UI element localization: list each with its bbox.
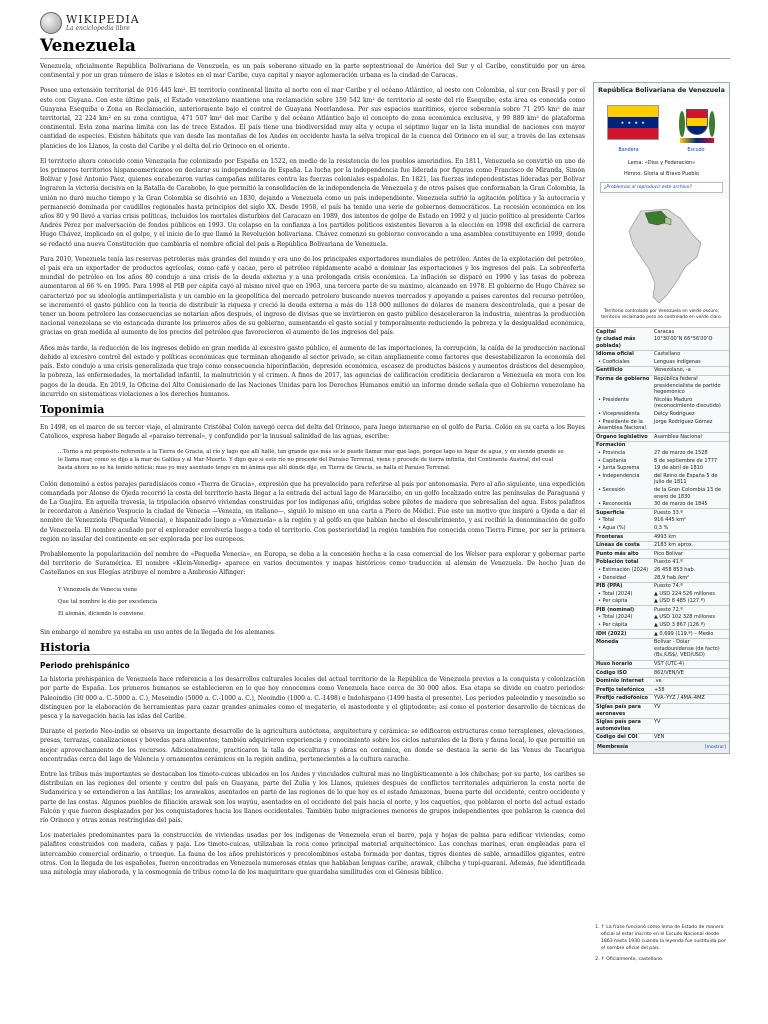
infobox-row-value[interactable]: Venezolano, -a [652,366,729,375]
south-america-map-icon [619,205,705,305]
infobox-row-value[interactable]: YV [652,718,729,733]
infobox-row-label: • Junta Suprema [598,465,640,472]
intro-paragraph-3: El territorio ahora conocido como Venezuela fue colonizado por España en 1522, en medio de la resistencia de los pueblos amerindios. En 1811, Venezuela se convirtió en uno de los primeros territorios hispanoamericanos en declarar su independencia de España. La lucha por la independencia fue liderada por figuras como Francisco de Miranda, Simón Bolívar y José Antonio Páez, quienes encabezaron varias campañas militares contra las fuerzas coloniales españolas. En 1821, las fuerzas independentistas lideradas por Bolívar lograron la victoria decisiva en la Batalla de Carabobo, lo que permitió la consolidación de la independencia de Venezuela y de otros países que conformaban la Gran Colombia, la unión no duró mucho tiempo y la Gran Colombia se disolvió en 1830, dejando a Venezuela como un país independiente. Venezuela sufrió la agitación política y la autocracia y permaneció dominada por caudillos regionales hasta principios del siglo XX. Desde 1958, el país ha tenido una serie de gobiernos democráticos. La recesión económica en los años 80 y 90 llevó a varias crisis políticas, incluidos los mortales disturbios del Caracazo en 1989, dos intentos de golpe de Estado en 1992 y el juicio político al presidente Carlos Andrés Pérez por malversación de fondos públicos en 1993. Un colapso en la confianza a los partidos políticos existentes llevaron a la elección en 1998 del excficial de carrera Hugo Chávez, implicado en el golpe, y el inicio de lo que llamó la Revolución bolivariana. Chávez comenzó su gobierno convocando a una asamblea constituyente en 1999, donde se redactó una nueva Constitución que cambiaría el nombre oficial del país a República Bolivariana de Venezuela. [40,157,585,248]
infobox-row [594,558,729,566]
infobox-row-label: Población total [594,558,652,566]
infobox-row-label: • Presidente [598,396,629,403]
infobox-row-value[interactable]: 28,9 hab./km² [654,574,690,581]
infobox-row-value[interactable]: Delcy Rodríguez [654,411,695,418]
wikipedia-globe-logo[interactable] [40,12,62,34]
infobox-row-value[interactable]: Caracas [652,328,729,336]
infobox-row [594,574,729,582]
infobox-row [594,465,729,473]
infobox-row [594,703,729,718]
intro-paragraph-5: Años más tarde, la reducción de los ingresos debido en gran medida al excesivo gasto público, el aumento de las importaciones, la corrupción, la caída de la producción nacional debido al excesivo control del estado y políticas económicas que terminan ahogando al sector privado, se citan ampliamente como factores que desestabilizaron la economía del país. Esto condujo a una crisis generalizada que trajo como consecuencia hiperinflación, depresión económica, escasez de productos básicos y aumentos drásticos del desempleo, la pobreza, las enfermedades, la mortalidad infantil, la malnutrición y el crimen. A fines de 2017, las agencias de calificación crediticia declararon a Venezuela en mora con los pagos de la deuda. En 2019, la Oficina del Alto Comisionado de las Naciones Unidas para los Derechos Humanos emitió un informe donde señala que el Gobierno venezolano ha incurrido en sistemáticas violaciones a los derechos humanos. [40,344,585,398]
infobox-row-label: Forma de gobierno [594,375,652,396]
location-map[interactable] [594,199,729,307]
audio-help-link[interactable]: ¿Problemas al reproducir este archivo? [600,182,723,193]
infobox-row-value[interactable]: 8 de septiembre de 1777 [654,457,718,464]
infobox-row [594,336,729,351]
toponimia-paragraph-1: En 1498, en el marco de su tercer viaje, el almirante Cristóbal Colón navegó cerca del delta del Orinoco, para luego internarse en el golfo de Paria. Colón en su carta a los Reyes Católicos, expresa haber llegado al «paraíso terrenal», y confundido por la inusual salinidad de las aguas, escribe: [40,424,585,441]
infobox-anthem[interactable]: Himno: Gloria al Bravo Pueblo [594,169,729,180]
infobox-row [594,366,729,375]
toponimia-paragraph-4: Sin embargo el nombre ya estaba en uso antes de la llegada de los alemanes. [40,628,276,636]
infobox-data-table [594,327,729,741]
historia-paragraph-3: Entre las tribus más importantes se destacaban los timoto-cuicas ubicados en los Andes y vinculados cultural mas no lingüísticamente a los chibchas; por su parte, los caribes se distribuían en las regiones del oriente y centro del país en Guayana, parte del Zulia y los Llanos, quienes después de conflictos territoriales adquirieron la costa norte de Sudamérica y se extendieron a las Antillas; los arawakos, asentados en parte de las regiones de lo que hoy es el estado Amazonas, buena parte del occidente, centro occidente y parte de las costas. Algunos pueblos de filiación arawak son los wayúu, asentados en el occidente del país hacia el norte, y los caquetíos, que poblaron el norte del actual estado Falcón y que fueron desplazados por los conquistadores hacia los llanos occidentales. También hubo migraciones menores de grupos independientes que poblaron la cuenca del río Orinoco y otras zonas restringidas del país. [40,770,585,824]
infobox-row-label: Órgano legislativo [594,433,652,442]
infobox-row-label: • Total (2024) [598,590,633,597]
infobox-row-label: Superficie [594,509,652,517]
section-heading-historia: Historia [40,643,585,655]
infobox-row-label: • Cooficiales [598,358,630,365]
infobox-row-label: Código ISO [594,669,652,678]
infobox-row-value[interactable]: 10°30′00″N 66°56′00″O [654,336,713,343]
infobox-row-value[interactable]: YVA–YYZ / 4MA–4MZ [652,694,729,703]
infobox-row [594,328,729,336]
title-divider [40,58,730,59]
infobox-row [594,566,729,574]
infobox-row-value[interactable]: +58 [652,686,729,695]
infobox-row [594,441,729,449]
infobox-row [594,606,729,614]
infobox-row-value[interactable]: 26 458 853 hab. [654,566,696,573]
infobox-row-value[interactable]: ▲ 0,699 (119.º) – Medio [652,630,729,639]
infobox-row [594,433,729,442]
infobox-row-value[interactable]: 862/VEN/VE [652,669,729,678]
infobox-row [594,411,729,419]
infobox-row-label: (y ciudad más poblada) [596,336,636,349]
historia-paragraph-4: Los materiales predominantes para la construcción de viviendas usadas por los indígenas de Venezuela eran el barro, paja y hojas de palma para edificar viviendas, como palafitos construidos con madera, cañas y paja. Los timoto-cuicas, utilizaban la roca como principal material arquitectónico. Las conchas marinas, eran empleadas para el intercambio comercial ordinario, o trueque. La fauna de los años prehistóricos y precolombinos estaba formada por dantas, tigres dientes de sable, armadillos gigantes, entre otros. Con la llegada de los españoles, fueron encontradas en Venezuela numerosas etnias que hablaban lenguas caribe, arawak, chibcha y tupí-guaraní. Además, fue identificada una mitología muy elaborada, y la cosmogonía de tribus como la de los maquiritare que guardaba similitudes con el Génesis bíblico. [40,832,585,877]
infobox-row [594,472,729,486]
infobox-row [594,582,729,590]
infobox-row-value[interactable]: Asamblea Nacional [652,433,729,442]
infobox-row-label: Huso horario [594,660,652,669]
infobox-row-value[interactable]: Puesto 33.º [652,509,729,517]
poem-line: El alemán, diciendo le conviene. [58,610,145,617]
infobox [593,82,730,754]
infobox-row-label: Capital [594,328,652,336]
infobox-row-value[interactable]: de la Gran Colombia 13 de enero de 1830 [654,486,721,500]
colon-quote: ...Torno a mi propósito referente a la Tierra de Gracia, al río y lago que allí hallé, tan grande que más se le puede llamar mar que lago, porque lago es lugar de agua, y en siendo grande se le llama mar, como se dijo a la mar de Galilea y al Mar Muerto. Y digo que si este río no procede del Paraíso Terrenal, viene y procede de tierra infinita, del Continente Austral, del cual hasta ahora no se ha tenido noticia; mas yo muy asentado tengo en mi ánima que allí donde dije, en Tierra de Gracia, se halla el Paraíso Terrenal. [58,448,564,471]
infobox-row-label: • Secesión [598,486,625,493]
coat-of-arms-image[interactable] [678,105,716,145]
poem-line: Que tal nombre le dio por excelencia [58,598,158,605]
infobox-row-label: Prefijo radiofónico [594,694,652,703]
footnote-item: 1. ↑ La frase funcionó como lema de Estado de manera oficial al estar inscrito en el Escudo Nacional desde 1863 hasta 1930 cuando la leyenda fue sustituida por el nombre oficial del país. [601,924,730,952]
infobox-row [594,396,729,410]
infobox-row [594,550,729,559]
toponimia-paragraph-3: Probablemente la popularización del nombre de «Pequeña Venecia», en Europa, se deba a la concesión hecha a la casa comercial de los Welser para explorar y gobernar parte del territorio de Suramérica. El nombre «Klein-Venedig» aparece en varios documentos y mapas históricos como traducción al alemán de Venezuela. De hecho Juan de Castellanos en sus Elegías atribuye el nombre a Ambrosio Alfinger: [40,550,585,577]
membership-label: Membresía [597,744,629,751]
wordmark-title: WIKIPEDIA [66,13,140,26]
infobox-row [594,686,729,695]
coat-caption-link[interactable]: Escudo [687,148,705,153]
infobox-row [594,509,729,517]
infobox-symbols [594,99,729,147]
infobox-row-value[interactable]: VEN [652,733,729,741]
infobox-row-value[interactable]: 27 de marzo de 1528 [654,450,708,456]
infobox-row-value[interactable]: YV [652,703,729,718]
infobox-row [594,375,729,396]
infobox-motto: Lema: «Dios y Federación» [594,158,729,169]
infobox-row [594,669,729,678]
infobox-row-value[interactable]: Bolívar · Dólar estadounidense (de facto) (Bs./US$/, VED/USD) [652,638,729,660]
infobox-title: República Bolivariana de Venezuela [594,83,729,99]
infobox-row-label: Siglas país para automóviles [594,718,652,733]
infobox-row [594,457,729,465]
infobox-row-value[interactable]: .ve [652,677,729,686]
infobox-row-label: • Presidente de la Asamblea Nacional [598,418,646,432]
infobox-row-value[interactable]: del Reino de España 5 de julio de 1811 [654,472,718,486]
elegias-poem [58,584,567,620]
article-body [40,62,585,883]
subsection-heading-prehispanico: Periodo prehispánico [40,660,130,670]
infobox-row [594,638,729,660]
infobox-row [594,350,729,358]
infobox-row [594,418,729,433]
infobox-row-value[interactable]: Nicolás Maduro (reconocimiento discutido) [654,396,721,410]
infobox-row [594,524,729,532]
infobox-row [594,541,729,550]
footnote-item: 2. ↑ Oficialmente, castellano. [601,956,730,963]
intro-paragraph-4: Para 2010, Venezuela tenía las reservas petroleras más grandes del mundo y era uno de los principales exportadores mundiales de petróleo. Antes de la explotación del petróleo, el país era un exportador de productos agrícolas, como café y cacao, pero el petróleo rápidamente acabó a dominar las exportaciones y los ingresos del país. La sobreoferta mundial de petróleo en los años 80 condujo a una crisis de la deuda externa y a una prolongada crisis económica. La inflación se disparó en 1996 y las tasas de pobreza aumentaron al 66 % en 1995. Para 1998 el PIB per cápita cayó al mismo nivel que en 1963, una tercera parte de su máximo, alcanzado en 1978. El gobierno de Hugo Chávez se caracterizó por su ideología antiimperialista y un cambio en la geopolítica del mercado petrolero buscando nuevos mercados y apoyando a países carentes del recurso petróleo, se incrementó el gasto público con la teoría de distribuir la riqueza y creció la deuda externa a más de 118 000 millones de dólares de manera descontrolada, que a pesar de tener un boom petrolero las consecuencias se notarían años después, el ingreso de divisas que se invirtieron en gasto público desaceleraron la industria, mientras la producción nacional venezolana se vio estancada durante los primeros años de su gobierno, aumentando el gasto social y temporalmente reduciendo la pobreza y la desigualdad económica, gracias en gran medida al aumento de los precios del petróleo que favorecieron el aumento de los ingresos del país. [40,255,585,337]
infobox-row-value[interactable]: ▲ USD 224 526 millones [654,590,715,597]
infobox-row-label: Prefijo telefónico [594,686,652,695]
infobox-row-value[interactable]: Pico Bolívar [652,550,729,559]
membership-toggle-button[interactable]: [mostrar] [704,745,726,751]
infobox-row-label: Código del COI [594,733,652,741]
infobox-row-label: Gentilicio [594,366,652,375]
poem-line: Y Venezuela de Venecia viene [58,586,138,593]
infobox-row-label: Fronteras [594,533,652,542]
infobox-row-value[interactable]: Puesto 72.º [652,606,729,614]
infobox-row-label: • Agua (%) [598,524,626,531]
map-caption: Territorio controlado por Venezuela en verde oscuro; territorio reclamado pero no controlado en verde claro. [594,307,729,327]
infobox-row-label: IDH (2022) [594,630,652,639]
infobox-row-value[interactable]: ▲ USD 3 867 (126.º) [654,622,706,629]
infobox-row-value[interactable] [652,441,729,449]
infobox-row-value[interactable]: Puesto 41.º [652,558,729,566]
infobox-row [594,622,729,630]
infobox-row-label: • Per cápita [598,598,628,605]
infobox-row [594,630,729,639]
historia-paragraph-2: Durante el periodo Neo-indio se observa un importante desarrollo de la agricultura autóctona, arquitectura y cerámica: se edificaron estructuras como terraplenes, elevaciones, presas, terrazas, canalizaciones y bóvedas para alimentos; también adquirieron experiencia y conocimiento sobre los ciclos naturales de la flora y fauna local, lo que permitió un mejor aprovechamiento de los recursos. Adicionalmente, practicaron la talla de esculturas y obras en cerámica, en donde se destaca la serie de las Venus de Tacarigua encontradas cerca del lago de Valencia y ornamentos cerámicos en la región andina, pertenecientes a la cultura carache. [40,728,585,763]
infobox-row-label: Idioma oficial [594,350,652,358]
infobox-row-label: • Vicepresidenta [598,411,640,418]
flag-caption-link[interactable]: Bandera [618,148,639,153]
infobox-row-value[interactable]: 916 445 km² [654,517,687,524]
infobox-row-label: • Estimación (2024) [598,566,649,573]
site-header [40,10,140,36]
wordmark-tagline: La enciclopedia libre [66,25,130,32]
infobox-row-label: Dominio internet [594,677,652,686]
infobox-row [594,450,729,458]
infobox-row [594,517,729,525]
infobox-row-label: PIB (nominal) [594,606,652,614]
infobox-row-value[interactable]: ▲ USD 8 485 (127.º) [654,598,706,605]
infobox-row-value[interactable]: ▲ USD 102 328 millones [654,614,715,621]
infobox-row-label: • Independencia [598,472,640,479]
infobox-row-value[interactable]: Jorge Rodríguez Gómez [654,418,713,425]
venezuela-flag-image[interactable] [607,105,659,140]
toponimia-paragraph-2: Colón denominó a estos parajes paradisíacos como «Tierra de Gracia», expresión que ha prevalecido para referirse al país por antonomasia. Pero al año siguiente, una expedición comandada por Alonso de Ojeda recorrió la costa del territorio hasta llegar a la entrada del actual lago de Maracaibo, en un golfo localizado entre las penínsulas de Paraguaná y de La Guajira. En aquella travesía, la tripulación observó viviendas construidas por los indígenas añú, erigidas sobre pilotes de madera que sobresalían del agua. Estos palafitos le recordaron a Américo Vespucio la ciudad de Venecia —Venezia, en italiano—, siguió lo mismo en una carta a Piero de Médici. Fue este un motivo que inspiró a Ojeda a dar el nombre de Venezziola (Pequeña Venecia), e hispanizado luego a «Venezuela» a la región y al golfo en que habían hecho el descubrimiento, y así recibió la denominación de golfo de Venezuela. El nombre acuñado por el explorador envolvería luego a todo el territorio. Con posterioridad la región también fue conocida como Tierra Firme, por ser la primera región no insular del continente en ser explorada por los europeos. [40,480,585,543]
infobox-row [594,501,729,509]
footnotes [593,924,730,967]
infobox-symbol-captions [594,147,729,158]
infobox-row-value[interactable]: Puesto 74.º [652,582,729,590]
infobox-row [594,733,729,741]
infobox-row-label: • Total (2024) [598,614,633,621]
intro-paragraph-1: Venezuela, oficialmente República Bolivariana de Venezuela, es un país soberano situado en la parte septentrional de América del Sur y el Caribe, constituido por un área continental y por un gran número de islas e islotes en el mar Caribe, cuya capital y mayor aglomeración urbana es la ciudad de Caracas. [40,63,585,80]
infobox-row-value[interactable]: 30 de marzo de 1845 [654,501,708,508]
infobox-row-value[interactable]: 19 de abril de 1810 [654,465,704,472]
infobox-row [594,677,729,686]
historia-paragraph-1: La historia prehispánica de Venezuela hace referencia a los desarrollos culturales locales del actual territorio de la República de Venezuela previos a la conquista y colonización por parte de España. Los primeros humanos se establecieron en lo que hoy conocemos como Venezuela hace cerca de 30 000 años. Esa etapa se divide en cuatro periodos: Paleoindio (30 000 a. C.-5000 a. C.), Mesoindio (5000 a. C.-1000 a. C.), Neoindio (1000 a. C.-1498) e Indohispano (1499 hasta el presente). Los periodos paleoindio y mesoindio se distinguen por la elaboración de herramientas para cazar grandes animales como el megaterio, el mastodonte y el gliptodonte; así como el posterior desarrollo de técnicas de pesca y la navegación hacia las islas del Caribe. [40,676,585,720]
infobox-row [594,694,729,703]
infobox-row-label: • Per cápita [598,622,628,629]
section-heading-toponimia: Toponimia [40,405,585,417]
membership-row [594,741,729,753]
infobox-row-value[interactable]: VST (UTC-4) [652,660,729,669]
infobox-row-label: • Provincia [598,450,626,456]
infobox-row-value[interactable]: 0,3 % [654,524,669,531]
infobox-row-label: Siglas país para aeronaves [594,703,652,718]
page-title: Venezuela [40,36,136,56]
infobox-row [594,486,729,500]
infobox-row [594,533,729,542]
infobox-row-label: • Capitanía [598,457,627,464]
infobox-row [594,590,729,598]
infobox-row-label: • Reconocida [598,501,632,508]
infobox-row-label: Formación [594,441,652,449]
infobox-row [594,614,729,622]
infobox-row [594,598,729,606]
infobox-row-label: Líneas de costa [594,541,652,550]
infobox-row [594,718,729,733]
infobox-row-label: • Total [598,517,615,524]
infobox-row-value[interactable]: República federal presidencialista de partido hegemónico [652,375,729,396]
infobox-row-value[interactable]: Lenguas indígenas [654,358,701,365]
infobox-row-value[interactable]: Castellano [652,350,729,358]
infobox-row-value[interactable]: 2183 km aprox. [652,541,729,550]
infobox-row-label: Punto más alto [594,550,652,559]
infobox-row-label: PIB (PPA) [594,582,652,590]
wikipedia-wordmark[interactable] [66,14,140,32]
infobox-row-label: • Densidad [598,574,627,581]
infobox-row [594,358,729,366]
infobox-row-value[interactable]: 4993 km [652,533,729,542]
intro-paragraph-2: Posee una extensión territorial de 916 445 km². El territorio continental limita al norte con el mar Caribe y el océano Atlántico, al oeste con Colombia, al sur con Brasil y por el este con Guyana. Con este último país, el Estado venezolano mantiene una reclamación sobre 159 542 km² de territorio al oeste del río Esequibo, esta área es conocida como Guayana Esequiba o Zona en Reclamación, anteriormente bajo el control de Guayana Neerlandesa. Por sus espacios marítimos, ejerce soberanía sobre 71 295 km² de mar territorial, 22 224 km² en su zona contigua, 471 507 km² del mar Caribe y del océano Atlántico bajo el concepto de zona económica exclusiva, y 99 889 km² de plataforma continental. Esta zona marina limita con las de trece Estados. El país tiene una biodiversidad muy alta y ocupa el séptimo lugar en la lista mundial de naciones con mayor cantidad de especies. Existen hábitats que van desde las montañas de los Andes en occidente hasta la selva tropical de la cuenca del Orinoco en el sur, a través de las extensas planicies de los Llanos, la costa del Caribe y el delta del río Orinoco en el oriente. [40,87,585,150]
infobox-row [594,660,729,669]
infobox-row-label: Moneda [594,638,652,660]
